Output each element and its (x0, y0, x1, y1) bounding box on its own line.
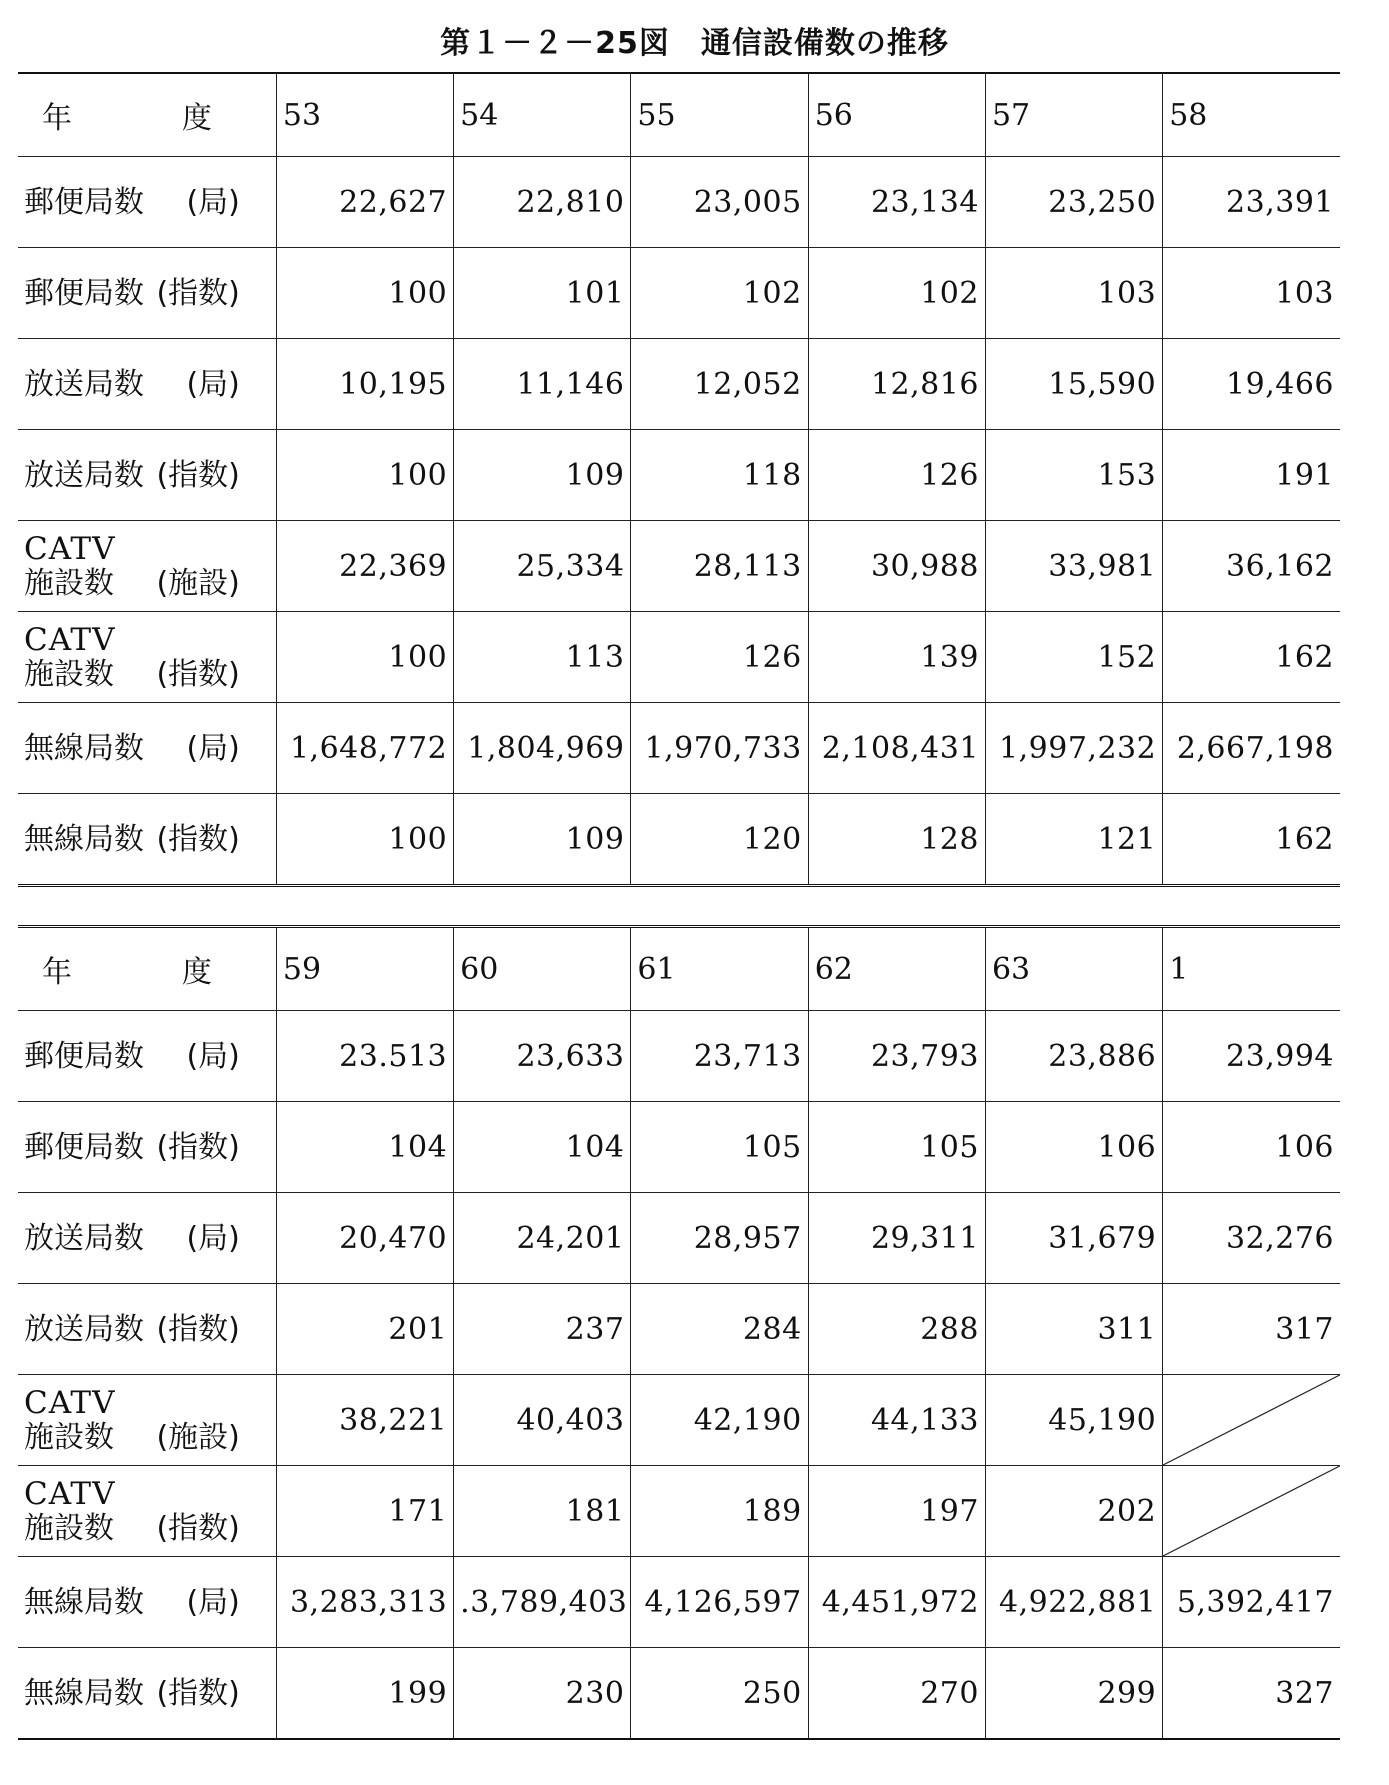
value-cell: 23,886 (985, 1011, 1162, 1102)
row-label-unit: (施設) (156, 1419, 240, 1455)
value-cell: 23,250 (985, 157, 1162, 248)
row-label-unit: (局) (186, 1220, 240, 1256)
value-cell: 36,162 (1163, 521, 1340, 612)
value-cell: 101 (454, 248, 631, 339)
value-cell: 100 (276, 794, 453, 886)
value-cell: 104 (454, 1102, 631, 1193)
value-cell: 106 (985, 1102, 1162, 1193)
value-cell: 202 (985, 1466, 1162, 1557)
empty-cell (1163, 1375, 1340, 1466)
table-row (18, 1648, 1340, 1740)
value-cell: 28,113 (631, 521, 808, 612)
value-cell: 139 (808, 612, 985, 703)
value-cell: 299 (985, 1648, 1162, 1740)
value-cell: 230 (454, 1648, 631, 1740)
row-label (18, 1102, 276, 1193)
row-label (18, 157, 276, 248)
row-label-category: CATV (24, 1385, 116, 1422)
row-label-main: 放送局数 (24, 366, 144, 402)
value-cell: 2,667,198 (1163, 703, 1340, 794)
value-cell: 162 (1163, 612, 1340, 703)
value-cell: 191 (1163, 430, 1340, 521)
diagonal-strike (1163, 1466, 1340, 1556)
value-cell: 171 (276, 1466, 453, 1557)
row-label (18, 521, 276, 612)
row-label-unit: (局) (186, 1584, 240, 1620)
value-cell: 237 (454, 1284, 631, 1375)
header-row (18, 73, 1340, 157)
table-row (18, 1375, 1340, 1466)
value-cell: 10,195 (276, 339, 453, 430)
row-label-line (24, 1512, 270, 1545)
row-label-unit: (局) (186, 366, 240, 402)
row-label-line (24, 186, 270, 219)
row-label-main: 放送局数 (24, 1311, 144, 1347)
value-cell: 284 (631, 1284, 808, 1375)
row-label-main: 郵便局数 (24, 184, 144, 220)
row-label-line (24, 823, 270, 856)
row-label (18, 430, 276, 521)
value-cell: 23.513 (276, 1011, 453, 1102)
row-label (18, 1466, 276, 1557)
value-cell: 118 (631, 430, 808, 521)
row-label (18, 1375, 276, 1466)
value-cell: 1,804,969 (454, 703, 631, 794)
value-cell: 189 (631, 1466, 808, 1557)
year-cell: 57 (985, 73, 1162, 157)
value-cell: 105 (808, 1102, 985, 1193)
row-label-unit: (指数) (156, 1311, 240, 1347)
table-row (18, 521, 1340, 612)
value-cell: 22,627 (276, 157, 453, 248)
row-label (18, 1284, 276, 1375)
value-cell: 128 (808, 794, 985, 886)
year-cell: 56 (808, 73, 985, 157)
value-cell: 23,005 (631, 157, 808, 248)
year-cell: 60 (454, 927, 631, 1011)
year-cell: 1 (1163, 927, 1340, 1011)
row-label-unit: (局) (186, 184, 240, 220)
value-cell: 23,713 (631, 1011, 808, 1102)
value-cell: 126 (808, 430, 985, 521)
value-cell: 5,392,417 (1163, 1557, 1340, 1648)
row-label (18, 1648, 276, 1740)
table-row (18, 248, 1340, 339)
year-header-label: 年 度 (18, 73, 276, 157)
value-cell: 11,146 (454, 339, 631, 430)
value-cell: 45,190 (985, 1375, 1162, 1466)
table-row (18, 1284, 1340, 1375)
table-row (18, 430, 1340, 521)
value-cell: 2,108,431 (808, 703, 985, 794)
row-label-category: CATV (24, 531, 116, 568)
value-cell: 109 (454, 430, 631, 521)
value-cell: 327 (1275, 1675, 1334, 1711)
value-cell: 103 (1163, 248, 1340, 339)
row-label (18, 1011, 276, 1102)
table-row (18, 339, 1340, 430)
value-cell: 31,679 (985, 1193, 1162, 1284)
row-label-line (24, 1222, 270, 1255)
table-row (18, 1102, 1340, 1193)
value-cell: 100 (276, 248, 453, 339)
row-label-main: 放送局数 (24, 457, 144, 493)
value-cell: 30,988 (808, 521, 985, 612)
value-cell: 23,391 (1163, 157, 1340, 248)
value-cell: 23,994 (1163, 1011, 1340, 1102)
row-label-line (24, 1586, 270, 1619)
row-label (18, 248, 276, 339)
row-label-line (24, 1313, 270, 1346)
value-cell: 3,283,313 (276, 1557, 453, 1648)
value-cell: 28,957 (631, 1193, 808, 1284)
value-cell: 38,221 (276, 1375, 453, 1466)
value-cell: 23,793 (808, 1011, 985, 1102)
table-row (18, 1193, 1340, 1284)
value-cell: 103 (985, 248, 1162, 339)
value-cell: 317 (1163, 1284, 1340, 1375)
row-label-main: 郵便局数 (24, 1038, 144, 1074)
value-cell: 32,276 (1163, 1193, 1340, 1284)
value-cell: 33,981 (985, 521, 1162, 612)
table-row (18, 157, 1340, 248)
year-cell: 62 (808, 927, 985, 1011)
value-cell: 120 (631, 794, 808, 886)
value-cell: 102 (631, 248, 808, 339)
value-cell: 25,334 (454, 521, 631, 612)
row-label-unit: (施設) (156, 565, 240, 601)
row-label-unit: (指数) (156, 1510, 240, 1546)
value-cell: 100 (276, 430, 453, 521)
value-cell: 23,633 (454, 1011, 631, 1102)
figure-title: 第１－２－25図 通信設備数の推移 (440, 26, 949, 61)
row-label-main: 郵便局数 (24, 275, 144, 311)
value-cell: 105 (631, 1102, 808, 1193)
empty-cell (1163, 1466, 1340, 1557)
value-cell: 42,190 (631, 1375, 808, 1466)
row-label-line (24, 732, 270, 765)
row-label-unit: (指数) (156, 1675, 240, 1711)
year-cell: 61 (631, 927, 808, 1011)
table-row (18, 794, 1340, 886)
row-label-line (24, 368, 270, 401)
value-cell: 1,648,772 (276, 703, 453, 794)
row-label-main: 施設数 (24, 565, 114, 601)
row-label-main: 無線局数 (24, 1584, 144, 1620)
value-cell: 199 (276, 1648, 453, 1740)
value-cell: 24,201 (454, 1193, 631, 1284)
table-row (18, 1466, 1340, 1557)
value-cell: 201 (276, 1284, 453, 1375)
header-row (18, 927, 1340, 1011)
year-cell: 63 (985, 927, 1162, 1011)
table-row (18, 1557, 1340, 1648)
row-label-unit: (指数) (156, 457, 240, 493)
value-cell: 19,466 (1163, 339, 1340, 430)
value-cell: 311 (985, 1284, 1162, 1375)
value-cell: 197 (808, 1466, 985, 1557)
year-header-label: 年 度 (18, 927, 276, 1011)
value-cell: 1,997,232 (985, 703, 1162, 794)
value-cell: 106 (1163, 1102, 1340, 1193)
value-cell: 4,126,597 (631, 1557, 808, 1648)
row-label-main: 放送局数 (24, 1220, 144, 1256)
row-label (18, 1193, 276, 1284)
table-row (18, 1011, 1340, 1102)
row-label-line (24, 1040, 270, 1073)
facilities-table-bottom (18, 925, 1340, 1740)
row-label-unit: (局) (186, 730, 240, 766)
value-cell: 152 (985, 612, 1162, 703)
value-cell: 15,590 (985, 339, 1162, 430)
row-label-main: 無線局数 (24, 1675, 144, 1711)
row-label-main: 施設数 (24, 1510, 114, 1546)
value-cell: 181 (454, 1466, 631, 1557)
table-row (18, 703, 1340, 794)
value-cell: 1,970,733 (631, 703, 808, 794)
row-label-unit: (指数) (156, 821, 240, 857)
value-cell: 29,311 (808, 1193, 985, 1284)
row-label-unit: (指数) (156, 1129, 240, 1165)
row-label-main: 施設数 (24, 656, 114, 692)
row-label-main: 郵便局数 (24, 1129, 144, 1165)
row-label-main: 無線局数 (24, 730, 144, 766)
value-cell: 4,922,881 (985, 1557, 1162, 1648)
year-cell: 59 (276, 927, 453, 1011)
row-label-line (24, 1677, 270, 1710)
facilities-table-top (18, 72, 1340, 887)
row-label-main: 無線局数 (24, 821, 144, 857)
value-cell: 102 (808, 248, 985, 339)
row-label (18, 1557, 276, 1648)
row-label-category: CATV (24, 622, 116, 659)
value-cell: 126 (631, 612, 808, 703)
year-cell: 58 (1163, 73, 1340, 157)
row-label (18, 703, 276, 794)
value-cell: 109 (454, 794, 631, 886)
value-cell: 153 (985, 430, 1162, 521)
value-cell: 113 (454, 612, 631, 703)
table-row (18, 612, 1340, 703)
value-cell: 270 (808, 1648, 985, 1740)
value-cell: 4,451,972 (808, 1557, 985, 1648)
value-cell: .3,789,403 (454, 1557, 631, 1648)
row-label (18, 612, 276, 703)
value-cell: 162 (1275, 821, 1334, 857)
row-label-main: 施設数 (24, 1419, 114, 1455)
row-label-unit: (局) (186, 1038, 240, 1074)
row-label-line (24, 1421, 270, 1454)
row-label-category: CATV (24, 1476, 116, 1513)
value-cell: 12,816 (808, 339, 985, 430)
year-cell: 54 (454, 73, 631, 157)
year-cell: 53 (276, 73, 453, 157)
value-cell: 288 (808, 1284, 985, 1375)
value-cell: 22,810 (454, 157, 631, 248)
diagonal-strike (1163, 1375, 1340, 1465)
value-cell: 23,134 (808, 157, 985, 248)
value-cell: 40,403 (454, 1375, 631, 1466)
row-label-line (24, 658, 270, 691)
row-label-line (24, 277, 270, 310)
value-cell: 250 (631, 1648, 808, 1740)
value-cell: 44,133 (808, 1375, 985, 1466)
row-label-line (24, 567, 270, 600)
row-label (18, 794, 276, 886)
row-label-unit: (指数) (156, 275, 240, 311)
value-cell: 22,369 (276, 521, 453, 612)
year-cell: 55 (631, 73, 808, 157)
row-label-line (24, 1131, 270, 1164)
row-label (18, 339, 276, 430)
value-cell: 20,470 (276, 1193, 453, 1284)
row-label-unit: (指数) (156, 656, 240, 692)
value-cell: 104 (276, 1102, 453, 1193)
row-label-line (24, 459, 270, 492)
value-cell: 121 (985, 794, 1162, 886)
value-cell: 100 (276, 612, 453, 703)
value-cell: 12,052 (631, 339, 808, 430)
